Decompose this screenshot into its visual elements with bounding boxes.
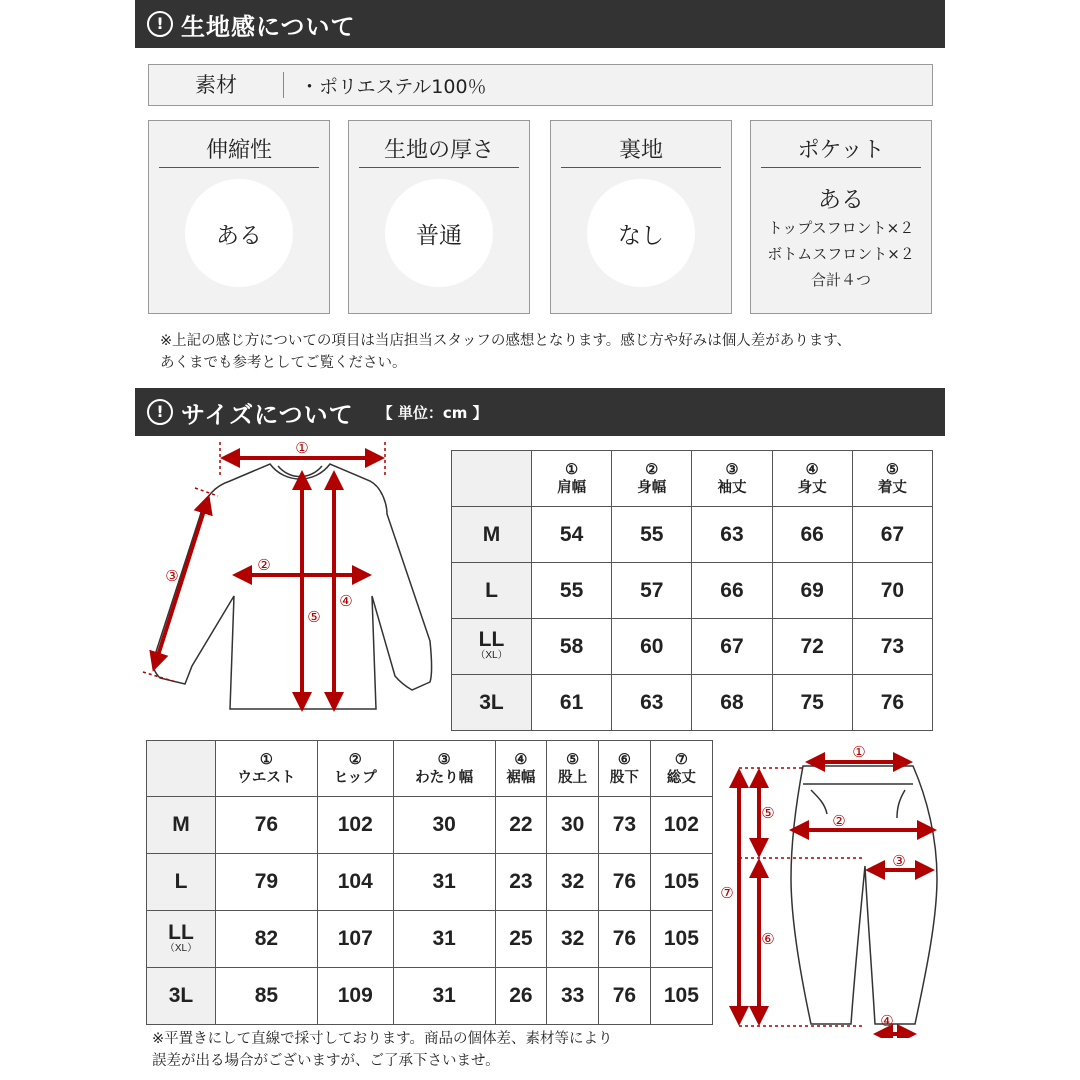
table-cell: 32 <box>547 911 599 968</box>
note-line: ※平置きにして直線で採寸しております。商品の個体差、素材等により <box>152 1031 613 1047</box>
table-cell: 76 <box>216 797 318 854</box>
sleeve-arrow <box>154 498 208 668</box>
table-cell: 109 <box>317 968 393 1025</box>
size-label: 3L <box>452 675 532 731</box>
table-header: ③ 袖丈 <box>692 451 772 507</box>
table-cell: 105 <box>650 854 712 911</box>
table-cell: 55 <box>612 507 692 563</box>
table-header: ② 身幅 <box>612 451 692 507</box>
table-cell: 102 <box>650 797 712 854</box>
size-label: LL （XL） <box>147 911 216 968</box>
card-value: 普通 <box>385 179 493 287</box>
note-line: あくまでも参考としてご覧ください。 <box>160 355 407 371</box>
table-header-row <box>452 451 933 507</box>
material-value: ・ポリエステル100％ <box>300 75 487 98</box>
exclamation-icon: ! <box>147 11 173 37</box>
material-label: 素材 <box>149 72 284 98</box>
fabric-section-title: 生地感について <box>181 12 356 41</box>
table-cell: 63 <box>612 675 692 731</box>
pocket-line: トップスフロント×２ <box>767 219 915 237</box>
table-header: ⑤ 着丈 <box>852 451 932 507</box>
pants-label-3: ③ <box>892 852 906 870</box>
table-cell: 63 <box>692 507 772 563</box>
size-section-title: サイズについて <box>181 400 354 429</box>
table-header: ⑤ 股上 <box>547 741 599 797</box>
card-title: 裏地 <box>561 133 721 168</box>
table-cell: 76 <box>599 911 651 968</box>
table-header: ① 肩幅 <box>532 451 612 507</box>
pants-label-1: ① <box>852 743 866 761</box>
table-corner <box>452 451 532 507</box>
shirt-label-3: ③ <box>165 567 179 585</box>
table-cell: 66 <box>772 507 852 563</box>
table-cell: 102 <box>317 797 393 854</box>
shirt-label-2: ② <box>257 556 271 574</box>
stretch-card <box>148 120 330 314</box>
table-row <box>452 675 933 731</box>
size-label: LL （XL） <box>452 619 532 675</box>
table-cell: 22 <box>495 797 547 854</box>
table-cell: 75 <box>772 675 852 731</box>
pants-label-6: ⑥ <box>761 930 775 948</box>
table-cell: 73 <box>852 619 932 675</box>
table-cell: 58 <box>532 619 612 675</box>
table-row <box>452 507 933 563</box>
table-cell: 67 <box>852 507 932 563</box>
pants-label-2: ② <box>832 812 846 830</box>
table-cell: 66 <box>692 563 772 619</box>
table-row <box>147 854 713 911</box>
card-title: 生地の厚さ <box>359 133 519 168</box>
table-row <box>452 563 933 619</box>
table-cell: 79 <box>216 854 318 911</box>
card-title: 伸縮性 <box>159 133 319 168</box>
size-label: L <box>452 563 532 619</box>
table-cell: 70 <box>852 563 932 619</box>
size-section-banner <box>135 388 945 436</box>
pants-label-5: ⑤ <box>761 804 775 822</box>
note-line: ※上記の感じ方についての項目は当店担当スタッフの感想となります。感じ方や好みは個人差があります、 <box>160 333 852 349</box>
table-header: ② ヒップ <box>317 741 393 797</box>
shirt-label-1: ① <box>295 439 309 457</box>
table-row <box>147 968 713 1025</box>
material-row <box>148 64 933 106</box>
bottoms-size-table <box>146 740 713 1025</box>
tops-size-table <box>451 450 933 731</box>
card-value: なし <box>587 179 695 287</box>
lining-card <box>550 120 732 314</box>
table-cell: 30 <box>547 797 599 854</box>
table-cell: 104 <box>317 854 393 911</box>
measurement-note <box>152 1028 613 1072</box>
table-cell: 54 <box>532 507 612 563</box>
table-header: ① ウエスト <box>216 741 318 797</box>
pants-label-7: ⑦ <box>720 884 734 902</box>
table-cell: 30 <box>393 797 495 854</box>
table-cell: 69 <box>772 563 852 619</box>
table-cell: 31 <box>393 968 495 1025</box>
table-cell: 67 <box>692 619 772 675</box>
table-cell: 105 <box>650 911 712 968</box>
shirt-label-5: ⑤ <box>307 608 321 626</box>
table-cell: 57 <box>612 563 692 619</box>
table-cell: 23 <box>495 854 547 911</box>
table-cell: 32 <box>547 854 599 911</box>
table-cell: 85 <box>216 968 318 1025</box>
pocket-card <box>750 120 932 314</box>
table-header: ④ 裾幅 <box>495 741 547 797</box>
fabric-note <box>160 330 851 374</box>
table-cell: 61 <box>532 675 612 731</box>
table-cell: 31 <box>393 854 495 911</box>
thickness-card <box>348 120 530 314</box>
card-title: ポケット <box>761 133 921 168</box>
table-row <box>452 619 933 675</box>
table-cell: 107 <box>317 911 393 968</box>
table-row <box>147 911 713 968</box>
table-header: ⑥ 股下 <box>599 741 651 797</box>
table-corner <box>147 741 216 797</box>
table-cell: 76 <box>599 968 651 1025</box>
pocket-line: 合計４つ <box>810 271 871 289</box>
size-label: 3L <box>147 968 216 1025</box>
table-row <box>147 797 713 854</box>
table-cell: 55 <box>532 563 612 619</box>
table-cell: 25 <box>495 911 547 968</box>
fabric-section-banner <box>135 0 945 48</box>
table-cell: 33 <box>547 968 599 1025</box>
table-cell: 68 <box>692 675 772 731</box>
table-cell: 31 <box>393 911 495 968</box>
pocket-line: ボトムスフロント×２ <box>767 245 915 263</box>
table-cell: 76 <box>852 675 932 731</box>
pants-label-4: ④ <box>880 1012 894 1030</box>
unit-label: 【 単位：cm 】 <box>377 403 488 422</box>
shirt-diagram <box>140 436 450 726</box>
table-header: ③ わたり幅 <box>393 741 495 797</box>
pocket-value: ある <box>818 187 864 213</box>
table-cell: 72 <box>772 619 852 675</box>
shirt-outline <box>153 464 431 709</box>
table-header: ⑦ 総丈 <box>650 741 712 797</box>
size-label: M <box>147 797 216 854</box>
shirt-label-4: ④ <box>339 592 353 610</box>
note-line: 誤差が出る場合がございますが、ご了承下さいませ。 <box>152 1053 500 1069</box>
table-cell: 60 <box>612 619 692 675</box>
pants-outline <box>791 766 937 1024</box>
table-header: ④ 身丈 <box>772 451 852 507</box>
table-header-row <box>147 741 713 797</box>
table-cell: 82 <box>216 911 318 968</box>
table-cell: 26 <box>495 968 547 1025</box>
size-label: M <box>452 507 532 563</box>
exclamation-icon: ! <box>147 399 173 425</box>
pants-diagram <box>715 738 945 1038</box>
size-label: L <box>147 854 216 911</box>
table-cell: 76 <box>599 854 651 911</box>
table-cell: 105 <box>650 968 712 1025</box>
table-cell: 73 <box>599 797 651 854</box>
card-value: ある <box>185 179 293 287</box>
